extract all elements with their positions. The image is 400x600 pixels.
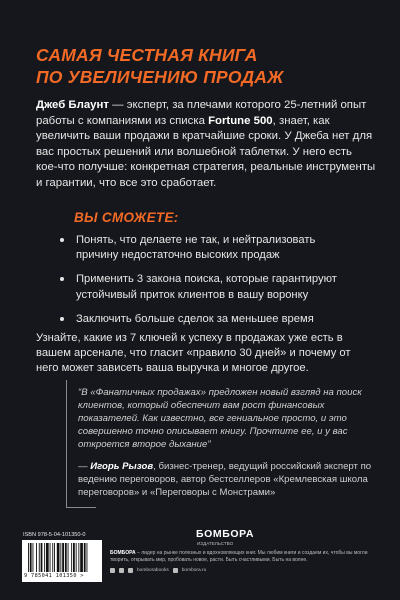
barcode-bar — [73, 543, 75, 572]
social-handle: bomborabooks — [137, 568, 169, 573]
barcode-bar — [52, 543, 53, 572]
barcode-bar — [36, 543, 37, 572]
barcode-bar — [57, 543, 60, 572]
bullet-icon — [60, 317, 64, 321]
fortune-500: Fortune 500 — [208, 114, 273, 127]
barcode-bar — [30, 543, 32, 572]
intro-text-2: , знает, как увеличить ваши продажи в кратчайшие сроки. У Джеба нет для вас простых решений или волшебной таблетки. У него есть кое-что получше: конкретная стратегия, реальные инструменты и гарантии, что все это сработает. — [36, 114, 376, 189]
publisher-tag-text: – лидер на рынке полезных и вдохновляющих книг. Мы любим книги и создаем их, чтобы вы могли творить, открывать мир, пробовать новое, расти. Быть счастливыми. Быть на волне. — [110, 550, 368, 563]
quote-attribution — [78, 460, 374, 499]
list-item-text: Применить 3 закона поиска, которые гарантируют устойчивый приток клиентов в вашу воронку — [76, 273, 337, 301]
barcode-bar — [71, 543, 72, 572]
headline — [36, 44, 376, 88]
social-icon — [128, 568, 133, 573]
barcode-bar — [87, 543, 88, 572]
keys-paragraph: Узнайте, какие из 7 ключей к успеху в продажах уже есть в вашем арсенале, что гласит «правило 30 дней» и почему от него может зависеть ваша выручка и многое другое. — [36, 332, 351, 375]
quote-rule-vertical — [66, 380, 67, 508]
barcode-bar — [76, 543, 77, 572]
intro-paragraph — [36, 98, 376, 192]
barcode-digits: 9 785041 101350 > — [24, 573, 84, 579]
social-icon — [119, 568, 124, 573]
barcode-bar — [68, 543, 69, 572]
barcode-bar — [60, 543, 61, 572]
author-name: Джеб Блаунт — [36, 99, 109, 111]
headline-line-1: САМАЯ ЧЕСТНАЯ КНИГА — [36, 45, 258, 65]
quote-dash: — — [78, 461, 91, 472]
list-item-text: Понять, что делаете не так, и нейтрализовать причину недостаточно высоких продаж — [76, 234, 316, 262]
globe-icon — [173, 568, 178, 573]
list-item — [60, 312, 360, 327]
publisher-logo: БОМБОРА — [196, 528, 255, 540]
quote-text: “В «Фанатичных продажах» предложен новый взгляд на поиск клиентов, который обеспечит вам рост финансовых показателей. Как известно, все гениальное просто, и это совершенно точно описывает книгу. Прочтите ее, и у вас откроется второе дыхание” — [78, 387, 362, 450]
barcode-bar — [50, 543, 51, 572]
quote-author-description: , бизнес-тренер, ведущий российский эксперт по ведению переговоров, автор бестселлеров «Кремлевская школа переговоров» и «Переговоры с Монстрами» — [78, 461, 372, 498]
bullet-icon — [60, 277, 64, 281]
publisher-tag-name: БОМБОРА — [110, 550, 136, 556]
quote-rule-horizontal — [66, 507, 96, 508]
barcode-bar — [46, 543, 49, 572]
quote-author-name: Игорь Рызов — [90, 461, 154, 472]
barcode-bar — [78, 543, 79, 572]
barcode-bar — [28, 543, 29, 572]
headline-line-2: ПО УВЕЛИЧЕНИЮ ПРОДАЖ — [36, 67, 284, 87]
publisher-tagline — [110, 550, 380, 563]
isbn: ISBN 978-5-04-101350-0 — [23, 532, 86, 538]
list-item — [60, 272, 360, 302]
bullet-icon — [60, 238, 64, 242]
benefits-list — [60, 233, 360, 336]
publisher-socials — [110, 568, 206, 573]
barcode — [22, 540, 102, 582]
list-item-text: Заключить больше сделок за меньшее время — [76, 312, 314, 325]
barcode-bar — [41, 543, 43, 572]
barcode-bar — [80, 543, 83, 572]
barcode-bar — [62, 543, 64, 572]
barcode-bar — [84, 543, 86, 572]
publisher-logo-sub: ИЗДАТЕЛЬСТВО — [197, 541, 234, 546]
barcode-bar — [54, 543, 55, 572]
barcode-bar — [33, 543, 34, 572]
barcode-bar — [65, 543, 67, 572]
barcode-bar — [39, 543, 40, 572]
subhead-you-can: ВЫ СМОЖЕТЕ: — [74, 210, 179, 225]
social-site: bombora.ru — [181, 568, 207, 573]
social-icon — [110, 568, 115, 573]
intro-text-1: — эксперт, за плечами которого 25-летний опыт работы с компаниями из списка — [36, 99, 367, 127]
barcode-bar — [44, 543, 45, 572]
list-item — [60, 233, 360, 263]
testimonial — [66, 380, 376, 508]
